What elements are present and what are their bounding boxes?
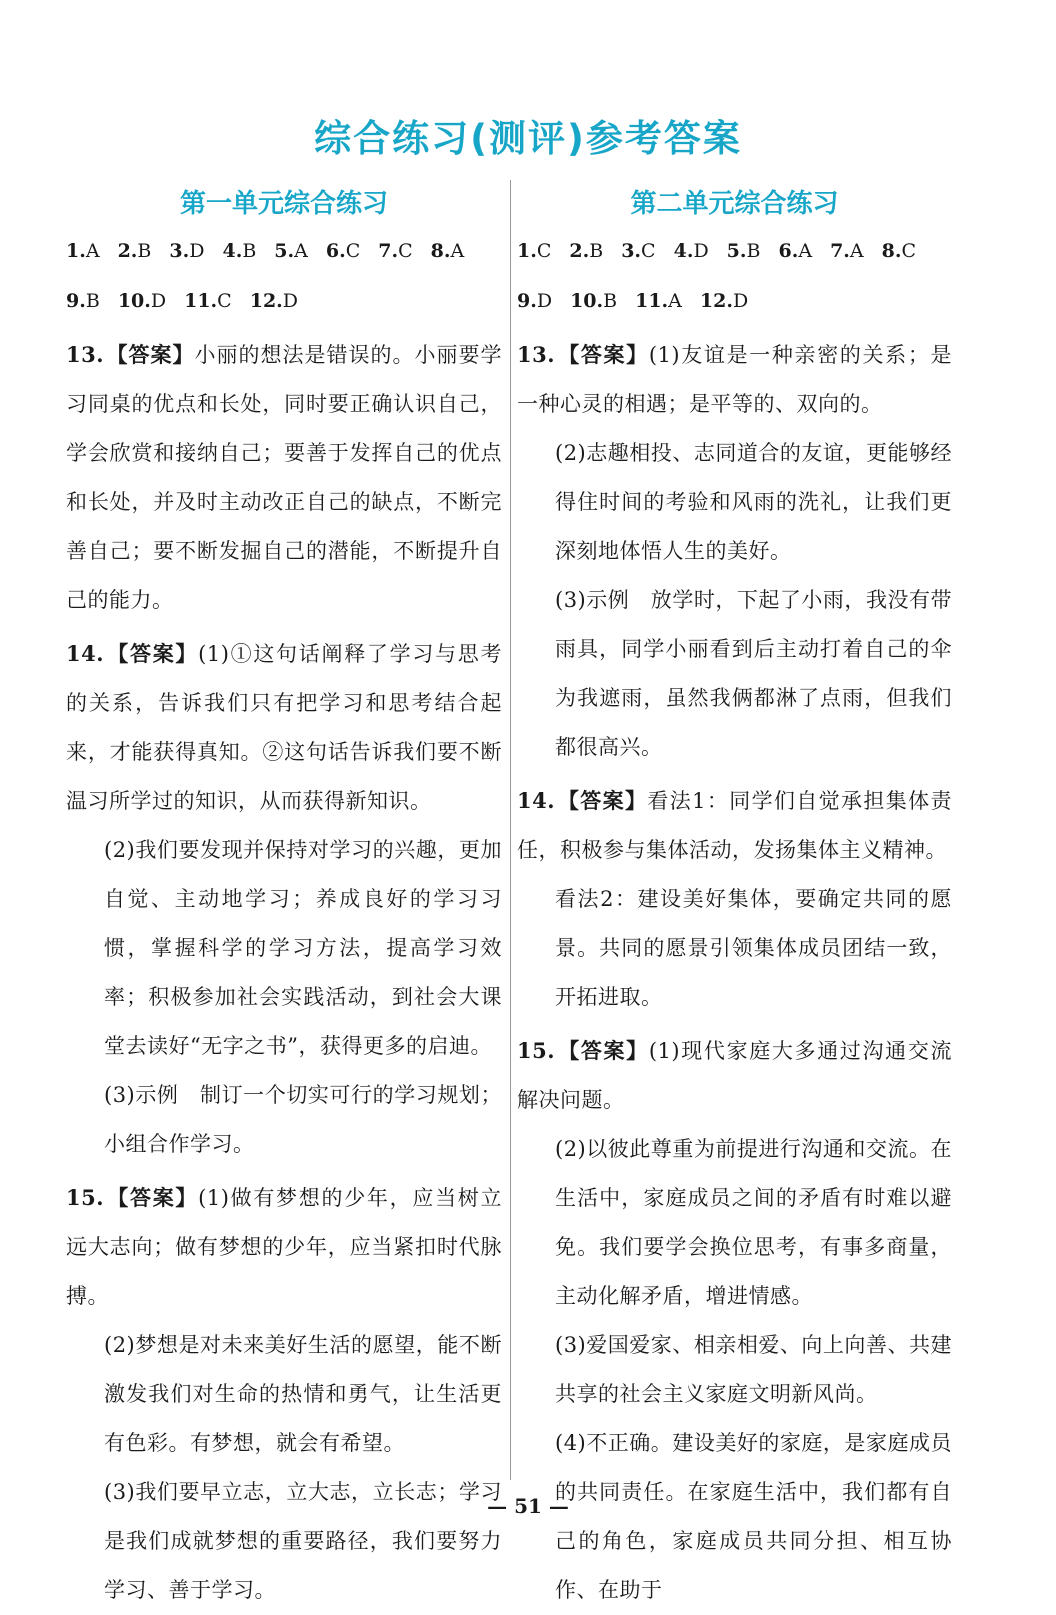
question-number: 2. — [117, 240, 138, 262]
multiple-choice-answer — [378, 226, 412, 276]
answer-tag: 【答案】 — [106, 641, 199, 666]
multiple-choice-answer — [830, 226, 864, 276]
multiple-choice-answer — [222, 226, 256, 276]
answer-text: (3)示例 制订一个切实可行的学习规划；小组合作学习。 — [104, 1083, 502, 1156]
question-number: 9. — [517, 290, 537, 312]
answer-tag: 【答案】 — [557, 788, 648, 813]
answer-text: (2)梦想是对未来美好生活的愿望，能不断激发我们对生命的热情和勇气，让生活更有色彩。有梦想，就会有希望。 — [104, 1333, 502, 1455]
unit-1-column — [66, 182, 502, 1615]
answer-paragraph — [517, 576, 952, 772]
choice-letter: B — [589, 240, 604, 262]
answer-paragraph — [517, 429, 952, 576]
question-number: 6. — [778, 240, 799, 262]
choice-letter: D — [150, 290, 167, 312]
choice-letter: B — [137, 240, 152, 262]
multiple-choice-answer — [274, 226, 308, 276]
multiple-choice-answer — [570, 276, 617, 326]
page-number: — 51 — — [487, 1494, 569, 1518]
question-number: 1. — [517, 240, 537, 262]
question-number: 3. — [169, 240, 190, 262]
multiple-choice-answer — [621, 226, 655, 276]
question-number: 5. — [274, 240, 295, 262]
question-number: 14. — [66, 641, 105, 666]
unit-2-column — [517, 182, 952, 1615]
choice-letter: B — [242, 240, 257, 262]
answer-text: (1)①这句话阐释了学习与思考的关系，告诉我们只有把学习和思考结合起来，才能获得真知。②这句话告诉我们要不断温习所学过的知识，从而获得新知识。 — [66, 642, 503, 813]
answer-paragraph — [66, 330, 502, 625]
multiple-choice-answer — [431, 226, 465, 276]
answer-block — [517, 776, 952, 1022]
answer-text: (1)现代家庭大多通过沟通交流解决问题。 — [517, 1039, 952, 1112]
question-number: 7. — [378, 240, 399, 262]
answer-text: (4)不正确。建设美好的家庭，是家庭成员的共同责任。在家庭生活中，我们都有自己的角色，家庭成员共同分担、相互协作、在助于 — [555, 1431, 952, 1602]
page-title: 综合练习(测评)参考答案 — [314, 117, 742, 160]
multiple-choice-answer — [326, 226, 360, 276]
answer-text: 看法2：建设美好集体，要确定共同的愿景。共同的愿景引领集体成员团结一致，开拓进取。 — [555, 887, 952, 1009]
answer-tag: 【答案】 — [557, 342, 649, 367]
choice-letter: D — [732, 290, 749, 312]
question-number: 2. — [569, 240, 590, 262]
multiple-choice-answer — [517, 276, 552, 326]
answer-block — [517, 330, 952, 772]
answer-text: (2)以彼此尊重为前提进行沟通和交流。在生活中，家庭成员之间的矛盾有时难以避免。我们要学会换位思考，有事多商量，主动化解矛盾，增进情感。 — [555, 1137, 952, 1308]
column-divider — [510, 180, 511, 1480]
question-number: 14. — [517, 788, 556, 813]
answer-text: 看法1：同学们自觉承担集体责任，积极参与集体活动，发扬集体主义精神。 — [517, 789, 952, 862]
choice-letter: C — [345, 240, 361, 262]
choice-letter: B — [746, 240, 761, 262]
answer-text: (2)志趣相投、志同道合的友谊，更能够经得住时间的考验和风雨的洗礼，让我们更深刻地体悟人生的美好。 — [555, 441, 952, 563]
multiple-choice-answer — [882, 226, 916, 276]
question-number: 1. — [66, 240, 86, 262]
multiple-choice-row — [517, 226, 952, 276]
answer-paragraph — [66, 1071, 502, 1169]
answer-paragraph — [517, 875, 952, 1022]
choice-letter: D — [536, 290, 553, 312]
choice-letter: C — [536, 240, 552, 262]
choice-letter: B — [603, 290, 618, 312]
choice-letter: C — [641, 240, 656, 262]
answer-paragraph — [517, 1026, 952, 1125]
answer-tag: 【答案】 — [557, 1038, 649, 1063]
question-number: 10. — [570, 290, 604, 312]
question-number: 13. — [517, 342, 556, 367]
question-number: 6. — [325, 240, 346, 262]
question-number: 3. — [621, 240, 642, 262]
choice-letter: C — [398, 240, 413, 262]
choice-letter: A — [294, 240, 308, 262]
multiple-choice-answer — [727, 226, 761, 276]
question-number: 5. — [726, 240, 747, 262]
multiple-choice-answer — [569, 226, 603, 276]
answer-text: (1)做有梦想的少年，应当树立远大志向；做有梦想的少年，应当紧扣时代脉搏。 — [66, 1186, 503, 1308]
multiple-choice-answer — [169, 226, 204, 276]
answer-paragraph — [517, 1321, 952, 1419]
multiple-choice-answer — [674, 226, 709, 276]
multiple-choice-row — [517, 276, 952, 326]
answer-paragraph — [517, 1125, 952, 1321]
choice-letter: A — [849, 240, 864, 262]
answer-text: (3)爱国爱家、相亲相爱、向上向善、共建共享的社会主义家庭文明新风尚。 — [555, 1333, 952, 1406]
unit-title: 第二单元综合练习 — [630, 189, 839, 219]
answer-tag: 【答案】 — [106, 342, 195, 367]
answer-text: (3)我们要早立志，立大志，立长志；学习是我们成就梦想的重要路径，我们要努力学习、善于学习。 — [104, 1480, 502, 1602]
question-number: 4. — [673, 240, 694, 262]
answer-text: (3)示例 放学时，下起了小雨，我没有带雨具，同学小丽看到后主动打着自己的伞为我遮雨，虽然我俩都淋了点雨，但我们都很高兴。 — [555, 588, 952, 759]
question-number: 8. — [430, 240, 451, 262]
question-number: 15. — [66, 1185, 105, 1210]
answer-tag: 【答案】 — [106, 1185, 199, 1210]
multiple-choice-answer — [118, 276, 166, 326]
multiple-choice-answer — [66, 276, 100, 326]
multiple-choice-row — [66, 226, 502, 276]
answer-paragraph — [66, 1468, 502, 1615]
answer-paragraph — [517, 330, 952, 429]
choice-letter: C — [901, 240, 917, 262]
answer-block — [517, 1026, 952, 1615]
multiple-choice-answer — [250, 276, 298, 326]
question-number: 8. — [881, 240, 902, 262]
question-number: 12. — [249, 290, 283, 312]
multiple-choice-answer — [118, 226, 152, 276]
multiple-choice-answer — [635, 276, 682, 326]
answer-paragraph — [66, 1321, 502, 1468]
question-number: 13. — [66, 342, 105, 367]
multiple-choice-answer — [66, 226, 100, 276]
choice-letter: D — [282, 290, 299, 312]
choice-letter: D — [693, 240, 709, 262]
choice-letter: A — [798, 240, 813, 262]
answer-paragraph — [66, 1173, 502, 1321]
question-number: 9. — [66, 290, 86, 312]
answer-block — [66, 330, 502, 625]
question-number: 4. — [222, 240, 243, 262]
choice-letter: A — [668, 290, 682, 312]
multiple-choice-answer — [184, 276, 232, 326]
question-number: 7. — [830, 240, 850, 262]
answer-text: (2)我们要发现并保持对学习的兴趣，更加自觉、主动地学习；养成良好的学习习惯，掌握科学的学习方法，提高学习效率；积极参加社会实践活动，到社会大课堂去读好“无字之书”，获得更多的启迪。 — [104, 838, 502, 1058]
answer-text: 小丽的想法是错误的。小丽要学习同桌的优点和长处，同时要正确认识自己，学会欣赏和接纳自己；要善于发挥自己的优点和长处，并及时主动改正自己的缺点，不断完善自己；要不断发掘自己的潜能，不断提升自己的能力。 — [66, 343, 503, 612]
answer-block — [66, 629, 502, 1169]
question-number: 11. — [184, 290, 218, 312]
choice-letter: A — [450, 240, 465, 262]
question-number: 11. — [635, 290, 669, 312]
choice-letter: C — [217, 290, 232, 312]
multiple-choice-answer — [700, 276, 748, 326]
answer-block — [66, 1173, 502, 1615]
question-number: 12. — [699, 290, 733, 312]
answer-paragraph — [517, 776, 952, 875]
unit-title: 第一单元综合练习 — [179, 189, 388, 219]
multiple-choice-row — [66, 276, 502, 326]
multiple-choice-answer — [517, 226, 551, 276]
answer-text: (1)友谊是一种亲密的关系；是一种心灵的相遇；是平等的、双向的。 — [517, 343, 952, 416]
multiple-choice-answer — [778, 226, 812, 276]
question-number: 15. — [517, 1038, 556, 1063]
answer-paragraph — [66, 826, 502, 1071]
choice-letter: D — [189, 240, 205, 262]
answer-paragraph — [66, 629, 502, 826]
choice-letter: B — [85, 290, 100, 312]
choice-letter: A — [85, 240, 100, 262]
question-number: 10. — [117, 290, 151, 312]
